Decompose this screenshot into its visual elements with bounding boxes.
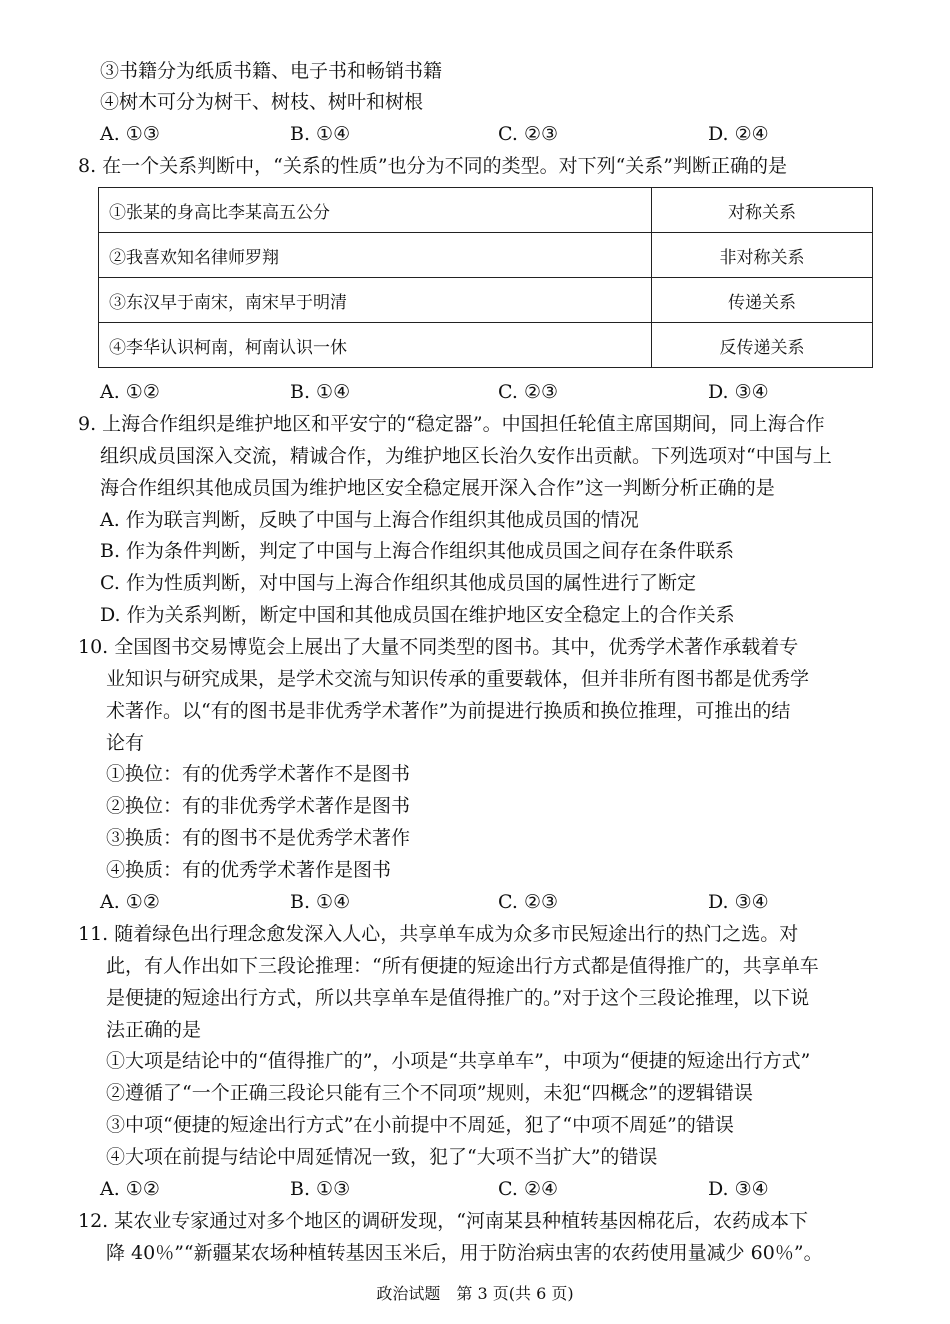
q7-option-c: C. ②③: [498, 123, 559, 145]
q9-stem-line: 海合作组织其他成员国为维护地区安全稳定展开深入合作”这一判断分析正确的是: [100, 477, 775, 499]
q12-stem-line: 降 40％”“新疆某农场种植转基因玉米后，用于防治病虫害的农药使用量减少 60％”。: [106, 1242, 823, 1264]
q10-item-2: ②换位：有的非优秀学术著作是图书: [106, 795, 411, 817]
table-cell-relation: 非对称关系: [652, 233, 873, 278]
q11-stem-line: 此，有人作出如下三段论推理：“所有便捷的短途出行方式都是值得推广的，共享单车: [106, 955, 819, 977]
q11-stem-line: 法正确的是: [106, 1019, 202, 1041]
q11-stem-line: 是便捷的短途出行方式，所以共享单车是值得推广的。”对于这个三段论推理，以下说: [106, 987, 810, 1009]
table-row: [99, 188, 873, 233]
table-cell-statement: ③东汉早于南宋，南宋早于明清: [99, 278, 652, 323]
q10-option-a: A. ①②: [100, 891, 160, 913]
q7-item-4: ④树木可分为树干、树枝、树叶和树根: [100, 91, 424, 113]
q10-option-c: C. ②③: [498, 891, 559, 913]
q9-stem-line: 组织成员国深入交流，精诚合作，为维护地区长治久安作出贡献。下列选项对“中国与上: [100, 445, 832, 467]
q8-option-a: A. ①②: [100, 381, 160, 403]
q9-choice-a: A. 作为联言判断，反映了中国与上海合作组织其他成员国的情况: [100, 509, 639, 531]
table-cell-statement: ②我喜欢知名律师罗翔: [99, 233, 652, 278]
q8-relation-table: [98, 187, 873, 368]
q7-option-b: B. ①④: [290, 123, 351, 145]
q8-option-c: C. ②③: [498, 381, 559, 403]
table-cell-statement: ①张某的身高比李某高五公分: [99, 188, 652, 233]
q10-options: [100, 888, 860, 916]
q7-item-3: ③书籍分为纸质书籍、电子书和畅销书籍: [100, 60, 443, 82]
q11-option-c: C. ②④: [498, 1178, 559, 1200]
q9-choice-b: B. 作为条件判断，判定了中国与上海合作组织其他成员国之间存在条件联系: [100, 540, 735, 562]
q11-stem-line: 11. 随着绿色出行理念愈发深入人心，共享单车成为众多市民短途出行的热门之选。对: [78, 923, 799, 945]
q10-option-d: D. ③④: [708, 891, 769, 913]
table-row: [99, 278, 873, 323]
q9-stem-line: 9. 上海合作组织是维护地区和平安宁的“稳定器”。中国担任轮值主席国期间，同上海合作: [78, 413, 825, 435]
q9-choice-c: C. 作为性质判断，对中国与上海合作组织其他成员国的属性进行了断定: [100, 572, 696, 594]
q11-item-2: ②遵循了“一个正确三段论只能有三个不同项”规则，未犯“四概念”的逻辑错误: [106, 1082, 753, 1104]
q10-item-1: ①换位：有的优秀学术著作不是图书: [106, 763, 411, 785]
q8-stem: 8. 在一个关系判断中，“关系的性质”也分为不同的类型。对下列“关系”判断正确的是: [78, 155, 788, 177]
q7-option-a: A. ①③: [100, 123, 160, 145]
table-cell-statement: ④李华认识柯南，柯南认识一休: [99, 323, 652, 368]
q7-options: [100, 120, 860, 148]
table-cell-relation: 反传递关系: [652, 323, 873, 368]
q8-option-d: D. ③④: [708, 381, 769, 403]
q7-option-d: D. ②④: [708, 123, 769, 145]
q11-option-b: B. ①③: [290, 1178, 351, 1200]
q8-options: [100, 378, 860, 406]
q10-stem-line: 10. 全国图书交易博览会上展出了大量不同类型的图书。其中，优秀学术著作承载着专: [78, 636, 799, 658]
q10-stem-line: 业知识与研究成果，是学术交流与知识传承的重要载体，但并非所有图书都是优秀学: [106, 668, 810, 690]
q10-stem-line: 术著作。以“有的图书是非优秀学术著作”为前提进行换质和换位推理，可推出的结: [106, 700, 791, 722]
q10-stem-line: 论有: [106, 732, 145, 754]
q11-item-1: ①大项是结论中的“值得推广的”，小项是“共享单车”，中项为“便捷的短途出行方式”: [106, 1050, 811, 1072]
q10-option-b: B. ①④: [290, 891, 351, 913]
table-row: [99, 233, 873, 278]
q11-option-a: A. ①②: [100, 1178, 160, 1200]
q11-item-4: ④大项在前提与结论中周延情况一致，犯了“大项不当扩大”的错误: [106, 1146, 658, 1168]
q10-item-3: ③换质：有的图书不是优秀学术著作: [106, 827, 411, 849]
q10-item-4: ④换质：有的优秀学术著作是图书: [106, 859, 392, 881]
page-footer: 政治试题 第 3 页(共 6 页): [376, 1284, 574, 1303]
q9-choice-d: D. 作为关系判断，断定中国和其他成员国在维护地区安全稳定上的合作关系: [100, 604, 735, 626]
table-cell-relation: 对称关系: [652, 188, 873, 233]
q11-options: [100, 1175, 860, 1203]
q12-stem-line: 12. 某农业专家通过对多个地区的调研发现，“河南某县种植转基因棉花后，农药成本下: [78, 1210, 808, 1232]
q8-option-b: B. ①④: [290, 381, 351, 403]
table-cell-relation: 传递关系: [652, 278, 873, 323]
q11-option-d: D. ③④: [708, 1178, 769, 1200]
table-row: [99, 323, 873, 368]
q11-item-3: ③中项“便捷的短途出行方式”在小前提中不周延，犯了“中项不周延”的错误: [106, 1114, 734, 1136]
